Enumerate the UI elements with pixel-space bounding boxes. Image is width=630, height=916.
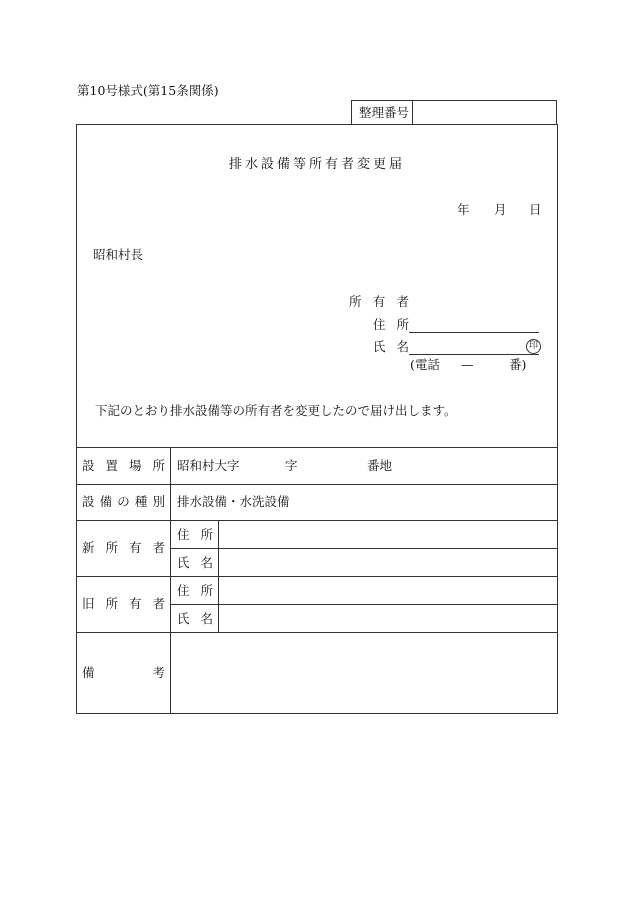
row-divider-4	[76, 632, 558, 633]
old-owner-address-label	[177, 585, 213, 598]
owner-name-char-1: 氏	[373, 339, 386, 354]
new-owner-address-char-1: 住	[177, 527, 190, 542]
table-top-border	[76, 447, 558, 448]
new-owner-label	[82, 542, 165, 555]
new-owner-char-2: 所	[105, 540, 118, 555]
remarks-char-1: 備	[82, 665, 95, 680]
date-day[interactable]: 日	[529, 202, 542, 217]
owner-name-char-2: 名	[396, 339, 409, 354]
new-owner-char-1: 新	[82, 540, 95, 555]
type-char-2: 備	[99, 494, 113, 509]
old-owner-char-3: 有	[128, 596, 142, 611]
table-label-divider	[170, 447, 171, 714]
new-owner-address-field[interactable]	[220, 522, 556, 547]
date-year: 年	[457, 202, 470, 217]
location-char-3: 場	[128, 458, 142, 473]
date-month[interactable]: 月	[494, 202, 507, 217]
new-owner-address-char-2: 所	[200, 527, 213, 542]
owner-address-char-1: 住	[373, 317, 386, 332]
owner-phone-open: (電話	[410, 357, 440, 372]
type-value: 排水設備・水洗設備	[177, 494, 290, 509]
statement: 下記のとおり排水設備等の所有者を変更したので届け出します。	[95, 403, 457, 418]
old-owner-address-char-1: 住	[177, 583, 190, 598]
location-char-2: 置	[105, 458, 118, 473]
owner-header-char-1: 所	[349, 294, 362, 309]
type-label	[82, 496, 165, 509]
old-owner-name-field[interactable]	[220, 606, 556, 631]
type-char-1: 設	[82, 494, 95, 509]
new-owner-address-label	[177, 529, 213, 542]
reference-number-label: 整理番号	[359, 105, 410, 120]
old-owner-char-2: 所	[105, 596, 118, 611]
owner-header	[349, 296, 409, 309]
form-number: 第10号様式(第15条関係)	[77, 83, 219, 98]
new-owner-name-label	[177, 557, 213, 570]
seal-mark-text: 印	[528, 341, 538, 351]
old-owner-name-char-2: 名	[200, 611, 213, 626]
location-char-1: 設	[82, 458, 95, 473]
row-divider-2	[76, 520, 558, 521]
location-banchi[interactable]: 番地	[367, 458, 393, 473]
owner-phone-dash: —	[461, 357, 474, 372]
new-owner-name-char-1: 氏	[177, 555, 190, 570]
location-char-4: 所	[152, 458, 165, 473]
old-owner-name-label	[177, 613, 213, 626]
location-aza[interactable]: 字	[285, 458, 298, 473]
seal-mark	[526, 339, 541, 354]
old-owner-address-field[interactable]	[220, 578, 556, 603]
page-title: 排水設備等所有者変更届	[228, 157, 405, 172]
owner-phone-close: 番)	[509, 357, 527, 372]
remarks-label	[82, 667, 165, 680]
owner-name-line[interactable]	[409, 354, 539, 355]
owner-header-char-3: 者	[396, 294, 409, 309]
owner-header-char-2: 有	[372, 294, 386, 309]
addressee: 昭和村長	[93, 247, 144, 262]
remarks-char-2: 考	[152, 665, 165, 680]
reference-number-box	[351, 100, 557, 125]
reference-number-divider	[412, 101, 413, 124]
owner-address-label	[373, 319, 409, 332]
location-village: 昭和村大字	[177, 458, 240, 473]
owner-name-label	[373, 341, 409, 354]
old-owner-char-1: 旧	[82, 596, 95, 611]
owner-address-line[interactable]	[409, 332, 539, 333]
location-label	[82, 460, 165, 473]
new-owner-name-field[interactable]	[220, 550, 556, 575]
remarks-field[interactable]	[172, 634, 556, 712]
new-owner-char-4: 者	[152, 540, 165, 555]
owner-address-char-2: 所	[396, 317, 409, 332]
sub-row-divider-old	[170, 604, 558, 605]
type-char-3: の	[117, 494, 130, 509]
sub-row-divider-new	[170, 548, 558, 549]
old-owner-label	[82, 598, 165, 611]
new-owner-name-char-2: 名	[200, 555, 213, 570]
old-owner-name-char-1: 氏	[177, 611, 190, 626]
row-divider-1	[76, 484, 558, 485]
new-owner-char-3: 有	[128, 540, 142, 555]
reference-number-field[interactable]	[414, 102, 554, 123]
row-divider-3	[76, 576, 558, 577]
type-char-5: 別	[152, 494, 165, 509]
old-owner-char-4: 者	[152, 596, 165, 611]
old-owner-address-char-2: 所	[200, 583, 213, 598]
type-char-4: 種	[134, 494, 148, 509]
